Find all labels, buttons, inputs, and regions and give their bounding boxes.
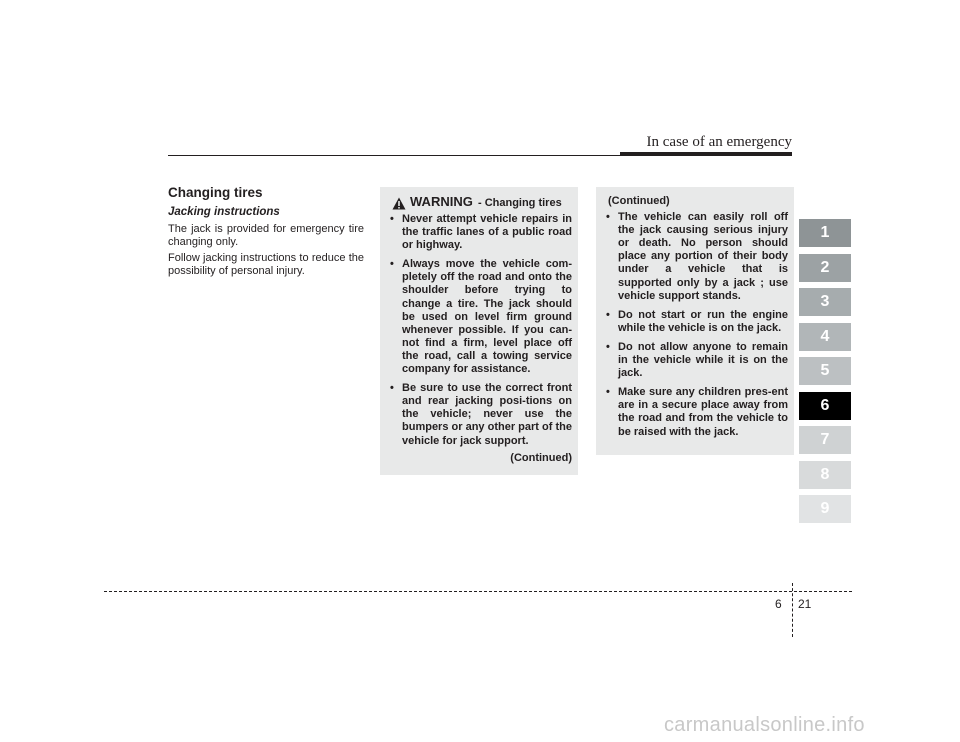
page-number: 21: [798, 597, 812, 611]
warning-topic: - Changing tires: [477, 197, 562, 209]
chapter-tab-1[interactable]: 1: [799, 219, 851, 247]
continued-list: [602, 211, 788, 439]
header-rule-accent: [620, 152, 792, 156]
list-item: • Do not start or run the engine while the vehicle is on the jack.: [602, 309, 788, 335]
list-item: • Always move the vehicle com-pletely off the road and onto the shoulder before trying to change a tire. The jack should be used on level firm ground whenever possible. If you can-not find a firm, level place off the road, call a towing service company for assistance.: [386, 258, 572, 376]
chapter-tab-3[interactable]: 3: [799, 288, 851, 316]
continued-box: [596, 187, 794, 455]
list-item: • The vehicle can easily roll off the jack causing serious injury or death. No person should place any portion of their body under a vehicle that is supported only by a jack ; use vehicle support stands.: [602, 211, 788, 303]
chapter-tabs: [799, 219, 851, 530]
footer-rule: [104, 591, 852, 592]
chapter-tab-8[interactable]: 8: [799, 461, 851, 489]
continued-heading: (Continued): [608, 195, 670, 207]
warning-label: WARNING: [410, 194, 473, 209]
continued-label: (Continued): [510, 451, 572, 464]
chapter-tab-2[interactable]: 2: [799, 254, 851, 282]
chapter-tab-4[interactable]: 4: [799, 323, 851, 351]
chapter-tab-7[interactable]: 7: [799, 426, 851, 454]
warning-triangle-icon: [392, 197, 406, 210]
page-section: 6: [775, 597, 782, 611]
section-title: Changing tires: [168, 185, 263, 200]
footer-divider: [792, 583, 793, 637]
warning-box: [380, 187, 578, 475]
body-paragraph-2: Follow jacking instructions to reduce the possibility of personal injury.: [168, 252, 364, 277]
warning-header: [392, 195, 572, 210]
body-paragraph-1: The jack is provided for emergency tire changing only.: [168, 223, 364, 248]
warning-list: [386, 213, 572, 448]
list-item: • Never attempt vehicle repairs in the traffic lanes of a public road or highway.: [386, 213, 572, 252]
chapter-tab-9[interactable]: 9: [799, 495, 851, 523]
list-item: • Do not allow anyone to remain in the vehicle while it is on the jack.: [602, 341, 788, 380]
subsection-title: Jacking instructions: [168, 206, 280, 218]
list-item: • Be sure to use the correct front and rear jacking posi-tions on the vehicle; never use the bumpers or any other part of the vehicle for jack support.: [386, 382, 572, 447]
list-item: • Make sure any children pres-ent are in a secure place away from the road and from the vehicle to be raised with the jack.: [602, 386, 788, 438]
chapter-tab-6[interactable]: 6: [799, 392, 851, 420]
chapter-tab-5[interactable]: 5: [799, 357, 851, 385]
header-title: In case of an emergency: [646, 134, 792, 150]
watermark: carmanualsonline.info: [664, 714, 865, 736]
